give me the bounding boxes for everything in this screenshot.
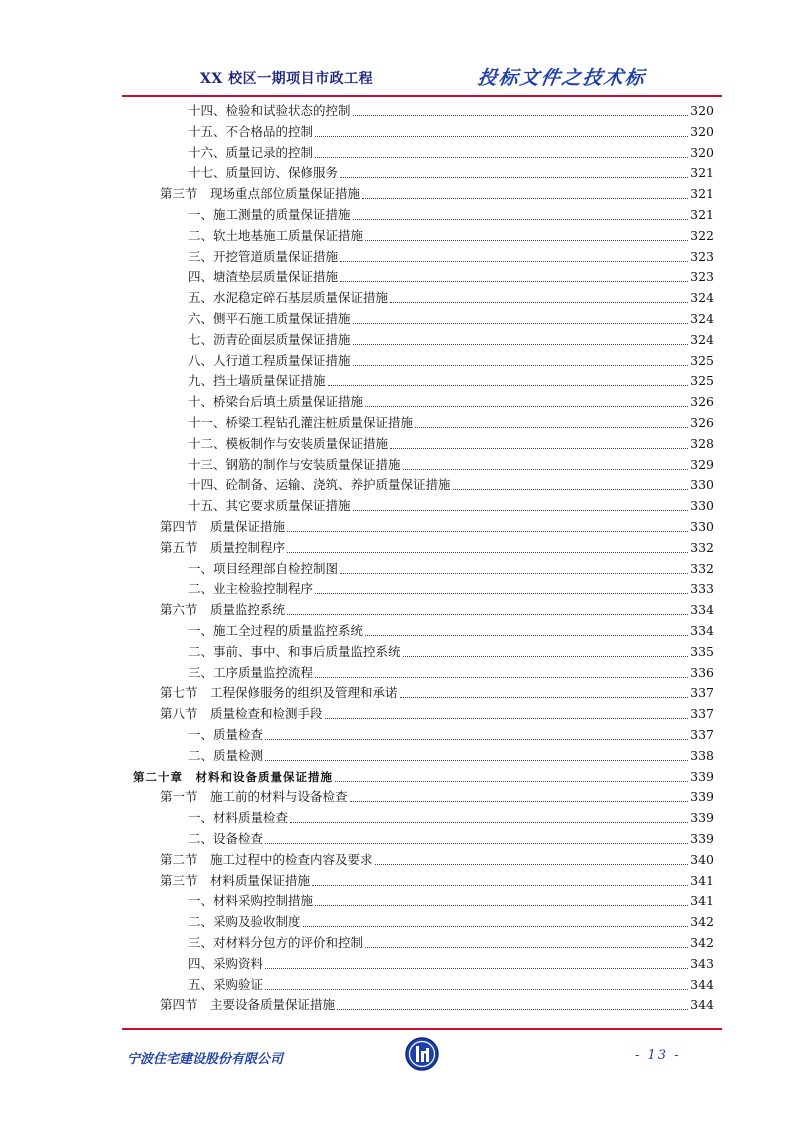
toc-entry[interactable] <box>188 390 714 410</box>
toc-dot-leader <box>375 852 689 865</box>
toc-entry-page: 337 <box>690 727 714 742</box>
toc-entry-label: 第三节 现场重点部位质量保证措施 <box>160 186 361 202</box>
toc-entry[interactable] <box>188 806 714 826</box>
toc-dot-leader <box>265 956 688 969</box>
toc-entry-page: 342 <box>690 914 714 930</box>
toc-entry-label: 八、人行道工程质量保证措施 <box>188 352 351 368</box>
toc-entry-label: 三、对材料分包方的评价和控制 <box>188 935 364 950</box>
toc-entry-label: 九、挡土墙质量保证措施 <box>188 373 326 389</box>
toc-entry-label: 十五、不合格品的控制 <box>188 123 314 139</box>
toc-dot-leader <box>365 623 688 636</box>
toc-entry-page: 343 <box>690 955 714 971</box>
page-header <box>0 0 793 100</box>
toc-entry[interactable] <box>188 453 714 473</box>
toc-entry-page: 324 <box>690 331 714 347</box>
toc-entry-label: 十四、检验和试验状态的控制 <box>188 103 351 118</box>
toc-dot-leader <box>328 373 689 386</box>
toc-dot-leader <box>390 436 688 449</box>
toc-dot-leader <box>337 997 688 1010</box>
toc-entry[interactable] <box>160 182 714 202</box>
toc-entry-label: 一、材料采购控制措施 <box>188 893 314 909</box>
toc-dot-leader <box>365 394 688 407</box>
toc-dot-leader <box>287 602 688 615</box>
toc-entry-label: 第二十章 材料和设备质量保证措施 <box>133 769 333 784</box>
toc-entry-page: 322 <box>690 227 714 243</box>
toc-entry-page: 332 <box>690 539 714 555</box>
toc-entry[interactable] <box>188 910 714 930</box>
toc-dot-leader <box>315 665 688 678</box>
toc-dot-leader <box>315 581 688 594</box>
header-divider <box>122 95 722 97</box>
project-title: XX 校区一期项目市政工程 <box>200 71 374 87</box>
toc-entry-page: 336 <box>690 664 714 680</box>
toc-entry-page: 340 <box>690 851 714 867</box>
toc-dot-leader <box>362 186 688 199</box>
toc-entry-label: 十、桥梁台后填土质量保证措施 <box>188 394 364 410</box>
toc-entry-page: 330 <box>690 498 714 514</box>
toc-entry[interactable] <box>160 993 714 1013</box>
toc-dot-leader <box>353 207 689 220</box>
toc-entry-label: 二、质量检测 <box>188 747 264 763</box>
toc-dot-leader <box>353 498 689 511</box>
toc-entry-label: 第七节 工程保修服务的组织及管理和承诺 <box>160 685 398 701</box>
toc-entry-label: 一、施工测量的质量保证措施 <box>188 207 351 222</box>
toc-dot-leader <box>287 519 688 532</box>
toc-entry[interactable] <box>188 349 714 369</box>
footer-divider <box>122 1028 722 1030</box>
toc-entry[interactable] <box>188 744 714 764</box>
toc-entry-label: 第五节 质量控制程序 <box>160 539 286 555</box>
toc-entry-label: 六、侧平石施工质量保证措施 <box>188 311 351 326</box>
toc-dot-leader <box>325 706 689 719</box>
toc-entry[interactable] <box>188 286 714 306</box>
toc-entry[interactable] <box>188 328 714 348</box>
toc-entry[interactable] <box>160 869 714 889</box>
toc-entry-label: 十三、钢筋的制作与安装质量保证措施 <box>188 456 401 472</box>
toc-entry-label: 一、质量检查 <box>188 727 264 742</box>
toc-entry-label: 第四节 主要设备质量保证措施 <box>160 997 336 1013</box>
toc-entry-page: 328 <box>690 435 714 451</box>
toc-entry-page: 337 <box>690 685 714 701</box>
toc-entry[interactable] <box>160 848 714 868</box>
toc-entry-page: 344 <box>690 976 714 992</box>
toc-entry[interactable] <box>160 598 714 618</box>
toc-entry-label: 七、沥青砼面层质量保证措施 <box>188 331 351 347</box>
toc-dot-leader <box>265 727 688 740</box>
toc-entry-page: 321 <box>690 207 714 222</box>
toc-entry[interactable] <box>188 640 714 660</box>
toc-entry-page: 321 <box>690 186 714 202</box>
toc-entry[interactable] <box>188 661 714 681</box>
toc-entry-page: 332 <box>690 560 714 576</box>
toc-entry[interactable] <box>188 827 714 847</box>
toc-dot-leader <box>340 249 688 262</box>
toc-entry[interactable] <box>188 577 714 597</box>
toc-dot-leader <box>350 789 689 802</box>
company-name: 宁波住宅建设股份有限公司 <box>127 1052 284 1067</box>
toc-dot-leader <box>453 477 689 490</box>
company-logo-icon <box>404 1036 440 1072</box>
toc-entry[interactable] <box>188 889 714 909</box>
toc-entry-page: 321 <box>690 165 714 181</box>
toc-dot-leader <box>340 269 688 282</box>
toc-entry-label: 一、项目经理部自检控制图 <box>188 560 339 576</box>
toc-entry[interactable] <box>160 536 714 556</box>
toc-entry-page: 339 <box>690 831 714 846</box>
toc-entry-label: 十一、桥梁工程钻孔灌注桩质量保证措施 <box>188 415 414 430</box>
toc-entry-page: 333 <box>690 581 714 597</box>
toc-entry[interactable] <box>188 224 714 244</box>
toc-entry-page: 323 <box>690 248 714 264</box>
toc-entry[interactable] <box>188 973 714 993</box>
toc-entry[interactable] <box>188 494 714 514</box>
toc-entry[interactable] <box>188 723 714 743</box>
toc-entry-page: 325 <box>690 373 714 389</box>
toc-entry-page: 330 <box>690 477 714 493</box>
toc-dot-leader <box>415 415 688 428</box>
toc-entry-page: 342 <box>690 935 714 950</box>
toc-entry[interactable] <box>160 681 714 701</box>
toc-entry-label: 五、水泥稳定碎石基层质量保证措施 <box>188 290 389 306</box>
toc-entry-page: 326 <box>690 415 714 430</box>
toc-entry-label: 第三节 材料质量保证措施 <box>160 872 311 888</box>
toc-entry-page: 339 <box>690 810 714 826</box>
toc-dot-leader <box>290 810 688 823</box>
toc-entry-label: 十二、模板制作与安装质量保证措施 <box>188 435 389 451</box>
toc-entry-label: 十七、质量回访、保修服务 <box>188 165 339 181</box>
toc-entry-page: 338 <box>690 747 714 763</box>
toc-entry-page: 320 <box>690 103 714 118</box>
toc-dot-leader <box>335 769 688 782</box>
toc-dot-leader <box>403 644 689 657</box>
toc-entry-page: 324 <box>690 311 714 326</box>
toc-entry-label: 三、开挖管道质量保证措施 <box>188 248 339 264</box>
toc-entry-label: 二、采购及验收制度 <box>188 914 301 930</box>
toc-entry-label: 一、材料质量检查 <box>188 810 289 826</box>
toc-entry-label: 第四节 质量保证措施 <box>160 519 286 534</box>
toc-entry-page: 344 <box>690 997 714 1013</box>
toc-entry-page: 335 <box>690 643 714 659</box>
toc-entry-label: 四、塘渣垫层质量保证措施 <box>188 269 339 285</box>
toc-dot-leader <box>353 311 689 324</box>
toc-dot-leader <box>353 103 689 116</box>
toc-entry[interactable] <box>188 952 714 972</box>
toc-dot-leader <box>390 290 688 303</box>
toc-dot-leader <box>353 332 689 345</box>
toc-entry-page: 323 <box>690 269 714 285</box>
toc-entry-page: 325 <box>690 352 714 368</box>
toc-entry-label: 第六节 质量监控系统 <box>160 602 286 618</box>
toc-dot-leader <box>303 914 689 927</box>
toc-dot-leader <box>365 935 688 948</box>
toc-entry[interactable] <box>160 515 714 535</box>
page-number: - 13 - <box>635 1048 681 1063</box>
toc-entry-label: 二、设备检查 <box>188 831 264 846</box>
toc-dot-leader <box>265 831 688 844</box>
toc-entry[interactable] <box>188 265 714 285</box>
toc-entry[interactable] <box>188 473 714 493</box>
toc-entry-label: 第二节 施工过程中的检查内容及要求 <box>160 851 373 867</box>
toc-dot-leader <box>403 457 689 470</box>
toc-entry[interactable] <box>188 931 714 951</box>
toc-dot-leader <box>312 873 688 886</box>
toc-entry[interactable] <box>188 203 714 223</box>
toc-entry[interactable] <box>188 99 714 119</box>
toc-dot-leader <box>353 353 689 366</box>
toc-entry[interactable] <box>188 432 714 452</box>
toc-entry-label: 一、施工全过程的质量监控系统 <box>188 623 364 638</box>
toc-entry-label: 十五、其它要求质量保证措施 <box>188 498 351 514</box>
toc-entry-page: 320 <box>690 123 714 139</box>
toc-entry-page: 320 <box>690 144 714 160</box>
toc-entry[interactable] <box>133 765 714 785</box>
toc-entry-page: 341 <box>690 893 714 909</box>
toc-entry[interactable] <box>188 369 714 389</box>
toc-entry-page: 324 <box>690 290 714 306</box>
toc-dot-leader <box>365 228 688 241</box>
toc-dot-leader <box>287 540 688 553</box>
toc-dot-leader <box>265 977 688 990</box>
toc-entry-page: 334 <box>690 623 714 638</box>
toc-entry[interactable] <box>188 619 714 639</box>
toc-entry-page: 326 <box>690 394 714 410</box>
toc-entry[interactable] <box>160 785 714 805</box>
toc-entry-label: 四、采购资料 <box>188 955 264 971</box>
toc-entry[interactable] <box>188 557 714 577</box>
toc-entry[interactable] <box>188 141 714 161</box>
toc-entry-label: 十六、质量记录的控制 <box>188 144 314 160</box>
toc-entry-page: 339 <box>690 768 714 784</box>
toc-entry-label: 五、采购验证 <box>188 976 264 992</box>
toc-entry-page: 329 <box>690 456 714 472</box>
toc-entry[interactable] <box>188 245 714 265</box>
toc-entry[interactable] <box>188 411 714 431</box>
toc-dot-leader <box>340 561 688 574</box>
toc-dot-leader <box>340 165 688 178</box>
toc-entry-label: 第一节 施工前的材料与设备检查 <box>160 789 348 805</box>
toc-entry-page: 334 <box>690 602 714 618</box>
toc-dot-leader <box>315 893 688 906</box>
toc-entry-label: 三、工序质量监控流程 <box>188 664 314 680</box>
toc-entry[interactable] <box>188 120 714 140</box>
toc-entry[interactable] <box>188 307 714 327</box>
toc-entry-label: 第八节 质量检查和检测手段 <box>160 706 323 722</box>
toc-dot-leader <box>315 124 688 137</box>
toc-entry-label: 二、业主检验控制程序 <box>188 581 314 597</box>
toc-entry-page: 330 <box>690 519 714 534</box>
toc-dot-leader <box>265 748 688 761</box>
toc-entry-page: 339 <box>690 789 714 805</box>
toc-entry-page: 337 <box>690 706 714 722</box>
toc-entry-label: 十四、砼制备、运输、浇筑、养护质量保证措施 <box>188 477 451 493</box>
toc-entry-label: 二、事前、事中、和事后质量监控系统 <box>188 643 401 659</box>
toc-entry[interactable] <box>160 702 714 722</box>
toc-entry[interactable] <box>188 161 714 181</box>
document-slogan: 投标文件之技术标 <box>476 67 648 89</box>
toc-dot-leader <box>400 685 689 698</box>
toc-dot-leader <box>315 145 688 158</box>
toc-entry-page: 341 <box>690 872 714 888</box>
toc-entry-label: 二、软土地基施工质量保证措施 <box>188 227 364 243</box>
